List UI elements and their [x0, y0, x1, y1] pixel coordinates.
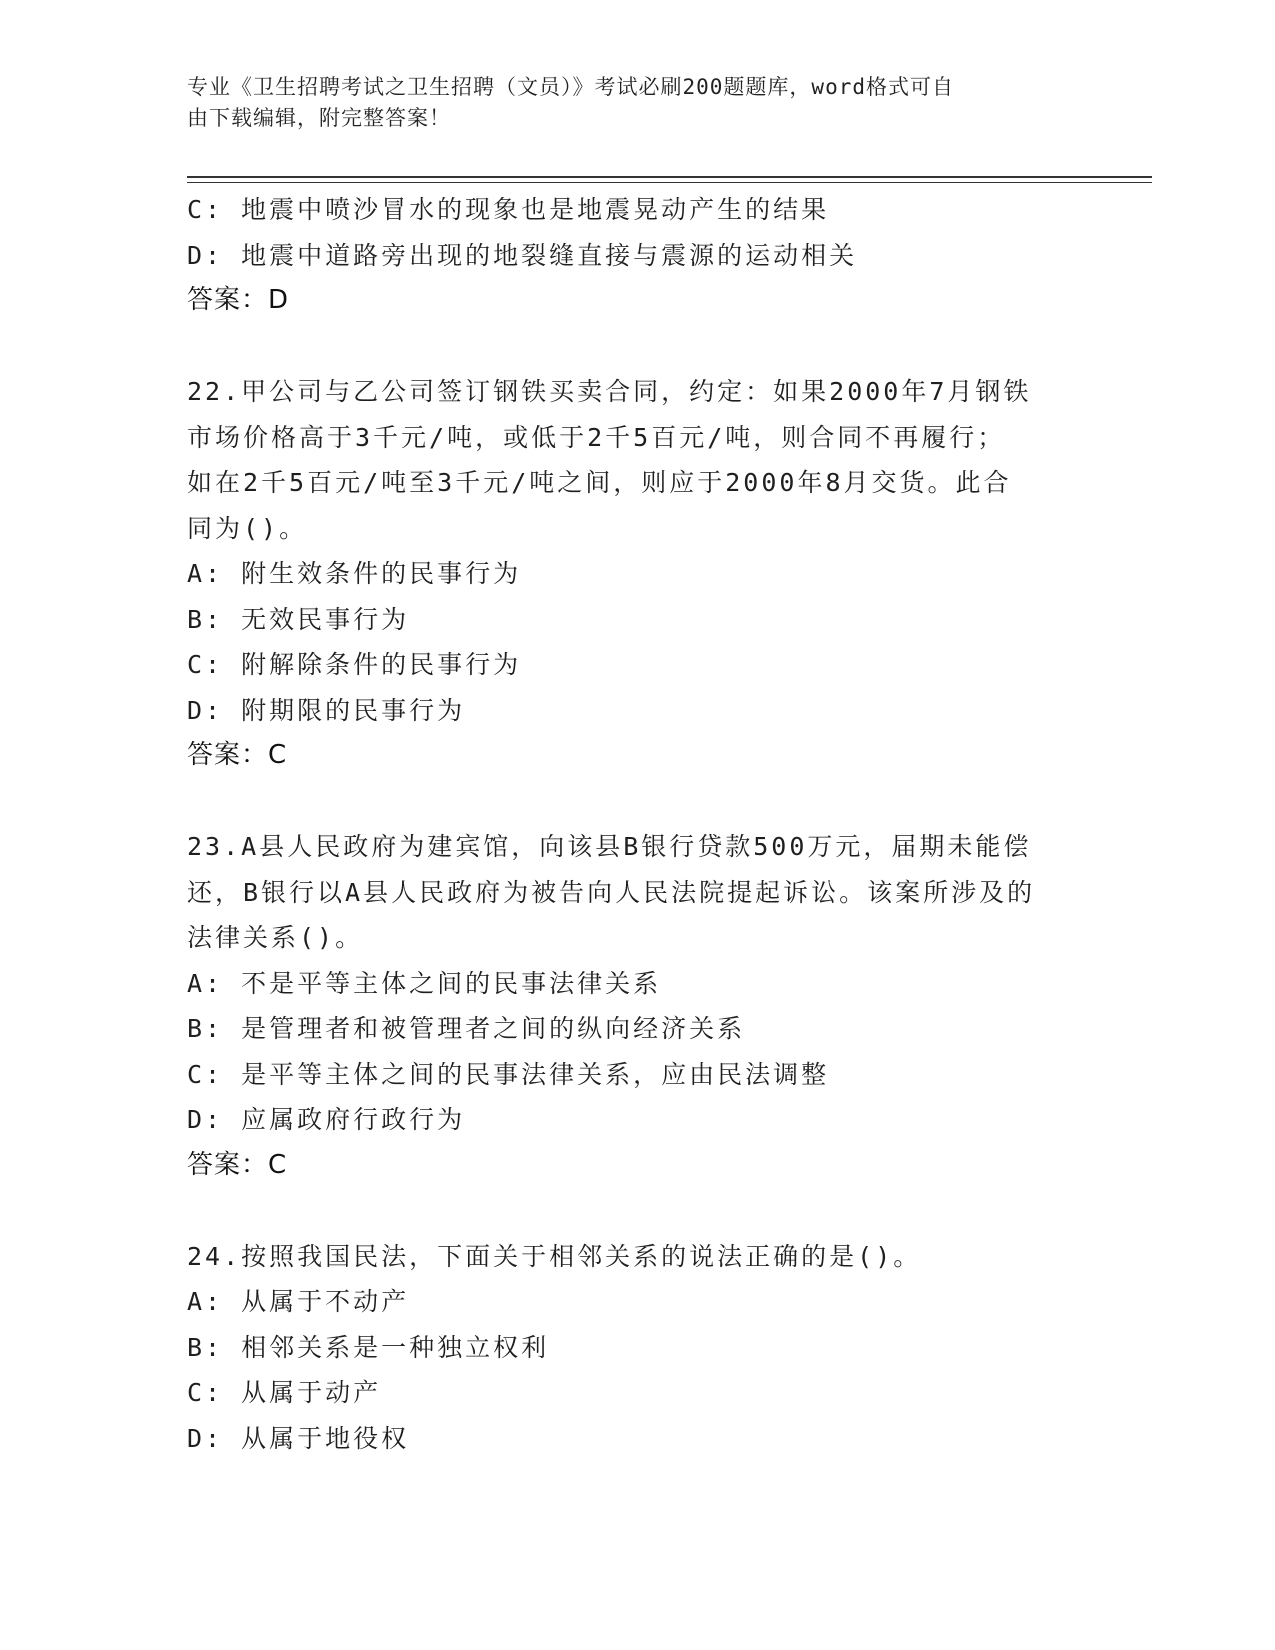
document-body	[187, 187, 1087, 1461]
document-header	[187, 72, 1067, 134]
previous-question	[187, 187, 1087, 324]
answer-line: 答案：C	[187, 1149, 288, 1180]
answer-line: 答案：D	[187, 285, 290, 315]
question-stem-line: 如在2千5百元/吨至3千元/吨之间，则应于2000年8月交货。此合	[187, 468, 1012, 497]
question-stem-line: 同为()。	[187, 513, 308, 543]
header-line-2: 由下载编辑，附完整答案！	[187, 106, 451, 130]
question-stem-line: 市场价格高于3千元/吨，或低于2千5百元/吨，则合同不再履行；	[187, 422, 1006, 452]
question-stem-line: 23.A县人民政府为建宾馆，向该县B银行贷款500万元，届期未能偿	[187, 832, 1032, 861]
question-stem-line: 22.甲公司与乙公司签订钢铁买卖合同，约定：如果2000年7月钢铁	[187, 377, 1032, 406]
option-c: C: 地震中喷沙冒水的现象也是地震晃动产生的结果	[187, 195, 830, 224]
option-c: C: 附解除条件的民事行为	[187, 650, 522, 679]
option-b: B: 无效民事行为	[187, 604, 410, 634]
answer-line: 答案：C	[187, 740, 288, 770]
question-23	[187, 824, 1087, 1188]
spacer	[187, 1188, 1087, 1234]
question-22	[187, 369, 1087, 779]
option-b: B: 相邻关系是一种独立权利	[187, 1332, 550, 1362]
spacer	[187, 324, 1087, 370]
header-divider-thin	[187, 182, 1152, 183]
question-stem-line: 24.按照我国民法，下面关于相邻关系的说法正确的是()。	[187, 1241, 922, 1271]
option-b: B: 是管理者和被管理者之间的纵向经济关系	[187, 1014, 746, 1043]
spacer	[187, 779, 1087, 825]
option-d: D: 应属政府行政行为	[187, 1105, 466, 1134]
option-d: D: 从属于地役权	[187, 1423, 410, 1453]
option-d: D: 地震中道路旁出现的地裂缝直接与震源的运动相关	[187, 240, 858, 270]
question-stem-line: 法律关系()。	[187, 923, 364, 952]
option-a: A: 从属于不动产	[187, 1287, 410, 1316]
option-c: C: 从属于动产	[187, 1378, 382, 1407]
question-24	[187, 1234, 1087, 1462]
option-a: A: 附生效条件的民事行为	[187, 559, 522, 588]
question-stem-line: 还，B银行以A县人民政府为被告向人民法院提起诉讼。该案所涉及的	[187, 877, 1036, 907]
option-a: A: 不是平等主体之间的民事法律关系	[187, 968, 662, 998]
header-divider-thick	[187, 176, 1152, 178]
header-line-1: 专业《卫生招聘考试之卫生招聘（文员）》考试必刷200题题库，word格式可自	[187, 75, 954, 99]
option-c: C: 是平等主体之间的民事法律关系，应由民法调整	[187, 1059, 830, 1089]
option-d: D: 附期限的民事行为	[187, 695, 466, 725]
